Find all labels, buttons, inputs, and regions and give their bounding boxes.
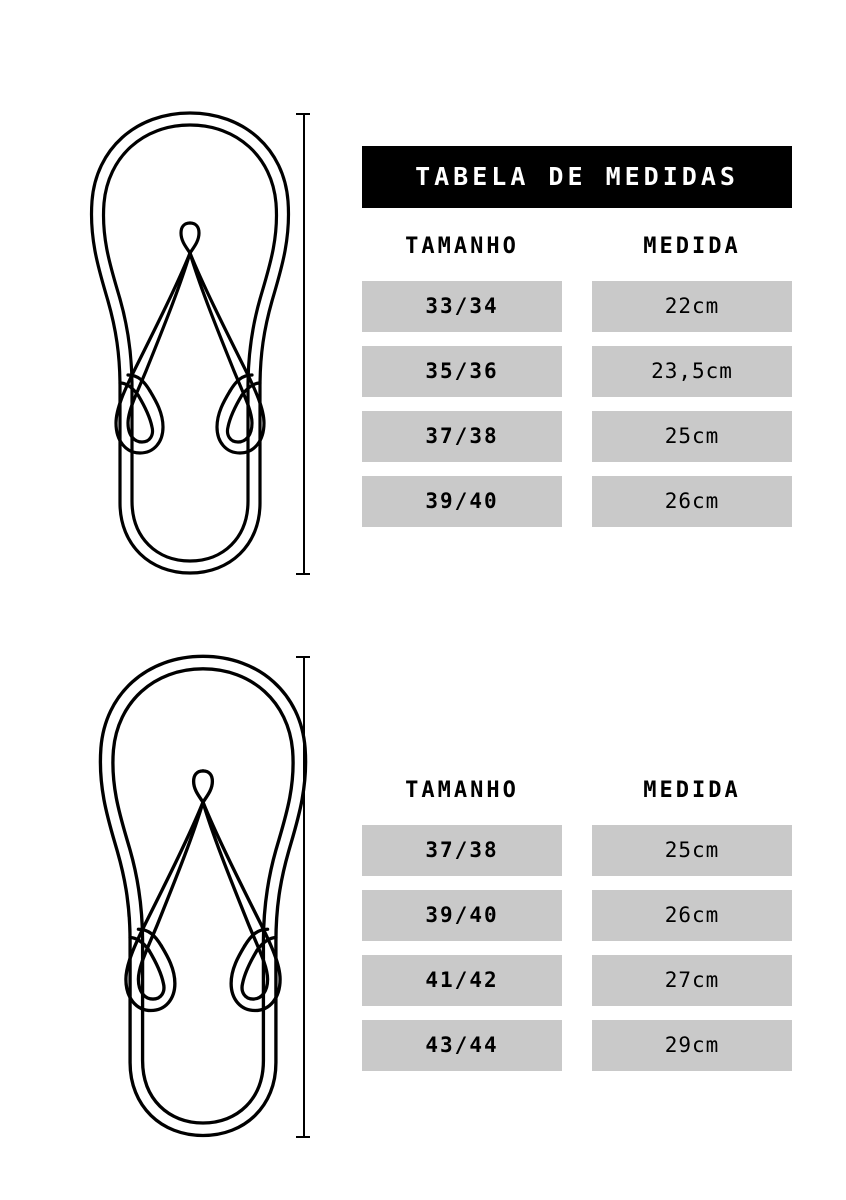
cell-measure: 25cm bbox=[592, 825, 792, 876]
length-measure-bracket-small bbox=[296, 113, 310, 575]
table-row bbox=[362, 281, 792, 332]
flip-flop-outline-small-svg bbox=[70, 105, 310, 585]
flip-flop-outline-large-svg bbox=[78, 648, 328, 1148]
column-header-measure: MEDIDA bbox=[643, 234, 741, 259]
length-measure-bracket-large bbox=[296, 656, 310, 1138]
cell-size: 43/44 bbox=[362, 1020, 562, 1071]
column-header-size: TAMANHO bbox=[405, 234, 519, 259]
measurement-table-men bbox=[362, 778, 792, 1085]
table-row bbox=[362, 890, 792, 941]
table-row bbox=[362, 1020, 792, 1071]
column-header-size: TAMANHO bbox=[405, 778, 519, 803]
cell-measure: 29cm bbox=[592, 1020, 792, 1071]
measurement-table-women bbox=[362, 146, 792, 541]
cell-measure: 26cm bbox=[592, 890, 792, 941]
cell-measure: 27cm bbox=[592, 955, 792, 1006]
cell-size: 39/40 bbox=[362, 890, 562, 941]
table-row bbox=[362, 346, 792, 397]
flip-flop-illustration-small bbox=[70, 105, 330, 625]
cell-measure: 23,5cm bbox=[592, 346, 792, 397]
column-header-measure: MEDIDA bbox=[643, 778, 741, 803]
table-row bbox=[362, 955, 792, 1006]
table-column-headers bbox=[362, 234, 792, 259]
cell-measure: 22cm bbox=[592, 281, 792, 332]
table-row bbox=[362, 476, 792, 527]
cell-size: 37/38 bbox=[362, 411, 562, 462]
cell-measure: 26cm bbox=[592, 476, 792, 527]
size-chart-section-men bbox=[0, 620, 846, 1200]
cell-size: 33/34 bbox=[362, 281, 562, 332]
cell-size: 41/42 bbox=[362, 955, 562, 1006]
table-column-headers bbox=[362, 778, 792, 803]
cell-size: 35/36 bbox=[362, 346, 562, 397]
cell-size: 37/38 bbox=[362, 825, 562, 876]
table-row bbox=[362, 411, 792, 462]
table-row bbox=[362, 825, 792, 876]
table-title: TABELA DE MEDIDAS bbox=[362, 146, 792, 208]
cell-size: 39/40 bbox=[362, 476, 562, 527]
table-rows-men bbox=[362, 825, 792, 1071]
cell-measure: 25cm bbox=[592, 411, 792, 462]
table-rows-women bbox=[362, 281, 792, 527]
